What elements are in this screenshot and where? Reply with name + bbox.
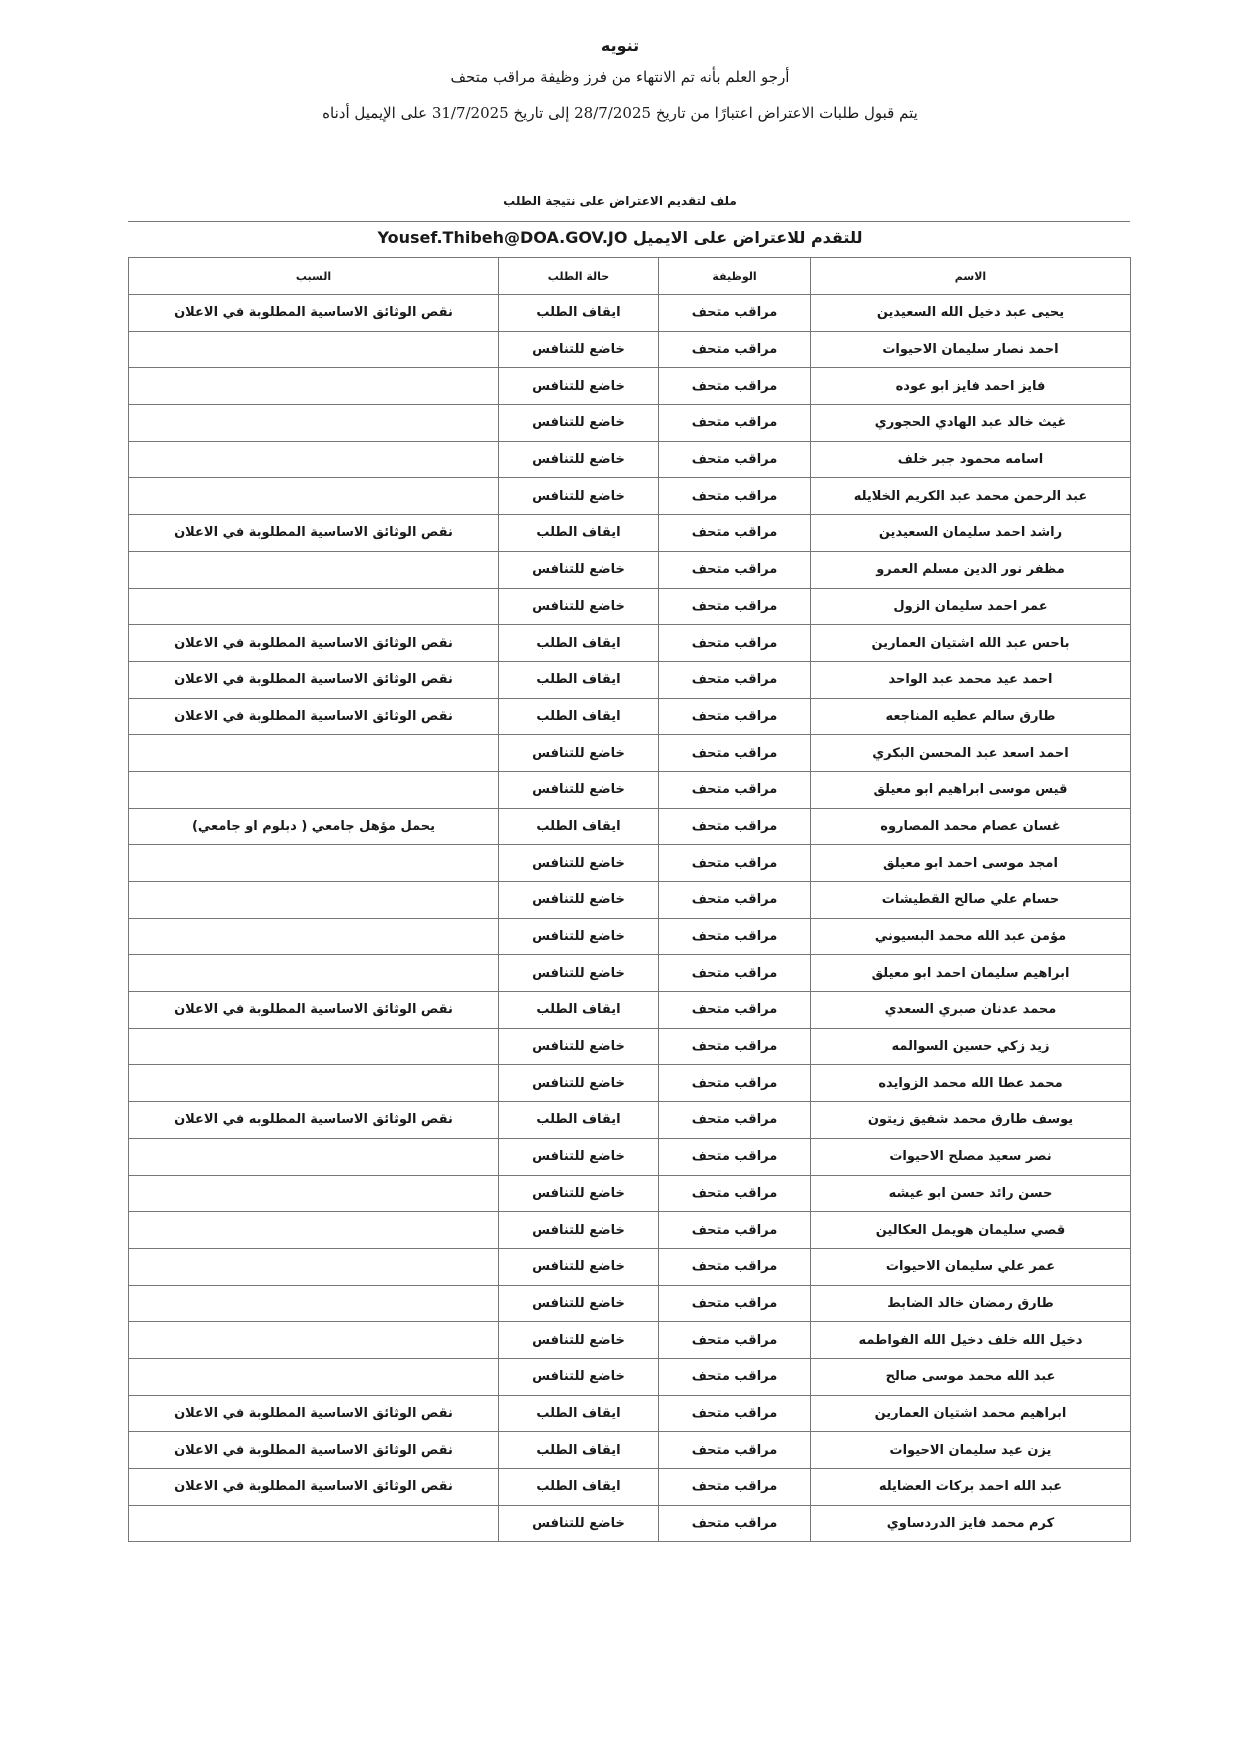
table-row xyxy=(129,405,1131,442)
cell-job: مراقب متحف xyxy=(659,588,811,625)
cell-reason xyxy=(129,1358,499,1395)
table-row xyxy=(129,1028,1131,1065)
cell-name: يزن عيد سليمان الاحيوات xyxy=(811,1432,1131,1469)
cell-status: خاضع للتنافس xyxy=(499,441,659,478)
cell-name: عبد الله احمد بركات العضايله xyxy=(811,1469,1131,1506)
cell-job: مراقب متحف xyxy=(659,698,811,735)
notice-title: تنويه xyxy=(600,36,640,55)
cell-job: مراقب متحف xyxy=(659,808,811,845)
cell-reason xyxy=(129,1065,499,1102)
cell-name: مظفر نور الدين مسلم العمرو xyxy=(811,551,1131,588)
table-row xyxy=(129,1432,1131,1469)
cell-name: قصي سليمان هويمل العكالين xyxy=(811,1212,1131,1249)
table-row xyxy=(129,441,1131,478)
cell-job: مراقب متحف xyxy=(659,368,811,405)
cell-job: مراقب متحف xyxy=(659,735,811,772)
cell-reason xyxy=(129,1028,499,1065)
cell-reason xyxy=(129,1248,499,1285)
cell-status: خاضع للتنافس xyxy=(499,1028,659,1065)
cell-job: مراقب متحف xyxy=(659,1028,811,1065)
cell-job: مراقب متحف xyxy=(659,1395,811,1432)
cell-name: عبد الله محمد موسى صالح xyxy=(811,1358,1131,1395)
cell-job: مراقب متحف xyxy=(659,1175,811,1212)
cell-reason xyxy=(129,478,499,515)
cell-reason xyxy=(129,882,499,919)
cell-name: احمد اسعد عبد المحسن البكري xyxy=(811,735,1131,772)
cell-status: ايقاف الطلب xyxy=(499,808,659,845)
cell-reason xyxy=(129,331,499,368)
cell-status: خاضع للتنافس xyxy=(499,845,659,882)
cell-name: فايز احمد فايز ابو عوده xyxy=(811,368,1131,405)
cell-job: مراقب متحف xyxy=(659,955,811,992)
cell-reason: نقص الوثائق الاساسية المطلوبة في الاعلان xyxy=(129,1469,499,1506)
cell-reason xyxy=(129,551,499,588)
table-row xyxy=(129,1102,1131,1139)
table-row xyxy=(129,331,1131,368)
cell-name: حسن رائد حسن ابو عيشه xyxy=(811,1175,1131,1212)
cell-status: ايقاف الطلب xyxy=(499,698,659,735)
table-row xyxy=(129,588,1131,625)
cell-reason xyxy=(129,405,499,442)
cell-name: دخيل الله خلف دخيل الله الفواطمه xyxy=(811,1322,1131,1359)
cell-name: نصر سعيد مصلح الاحيوات xyxy=(811,1138,1131,1175)
cell-status: ايقاف الطلب xyxy=(499,1469,659,1506)
cell-reason: نقص الوثائق الاساسية المطلوبة في الاعلان xyxy=(129,1432,499,1469)
cell-job: مراقب متحف xyxy=(659,845,811,882)
cell-reason: نقص الوثائق الاساسية المطلوبة في الاعلان xyxy=(129,661,499,698)
cell-name: مؤمن عبد الله محمد البسيوني xyxy=(811,918,1131,955)
table-row xyxy=(129,1065,1131,1102)
notice-line-1: أرجو العلم بأنه تم الانتهاء من فرز وظيفة مراقب متحف xyxy=(450,68,790,86)
cell-reason: نقص الوثائق الاساسية المطلوبة في الاعلان xyxy=(129,625,499,662)
table-row xyxy=(129,1469,1131,1506)
table-row xyxy=(129,771,1131,808)
cell-job: مراقب متحف xyxy=(659,515,811,552)
cell-job: مراقب متحف xyxy=(659,1469,811,1506)
cell-status: خاضع للتنافس xyxy=(499,1322,659,1359)
cell-reason xyxy=(129,588,499,625)
cell-name: احمد عيد محمد عبد الواحد xyxy=(811,661,1131,698)
cell-status: ايقاف الطلب xyxy=(499,515,659,552)
cell-status: خاضع للتنافس xyxy=(499,551,659,588)
table-row xyxy=(129,698,1131,735)
table-row xyxy=(129,808,1131,845)
results-table xyxy=(128,257,1131,1542)
cell-job: مراقب متحف xyxy=(659,1065,811,1102)
cell-status: خاضع للتنافس xyxy=(499,882,659,919)
cell-job: مراقب متحف xyxy=(659,478,811,515)
notice-line-2: يتم قبول طلبات الاعتراض اعتبارًا من تاريخ 28/7/2025 إلى تاريخ 31/7/2025 على الإيميل أدناه xyxy=(322,104,918,122)
header-reason: السبب xyxy=(129,258,499,295)
cell-job: مراقب متحف xyxy=(659,405,811,442)
cell-status: خاضع للتنافس xyxy=(499,1138,659,1175)
cell-name: كرم محمد فايز الدردساوي xyxy=(811,1505,1131,1542)
cell-reason xyxy=(129,955,499,992)
cell-name: احمد نصار سليمان الاحيوات xyxy=(811,331,1131,368)
cell-status: خاضع للتنافس xyxy=(499,1065,659,1102)
cell-job: مراقب متحف xyxy=(659,1248,811,1285)
header-job: الوظيفة xyxy=(659,258,811,295)
cell-job: مراقب متحف xyxy=(659,331,811,368)
table-row xyxy=(129,295,1131,332)
cell-name: زيد زكي حسين السوالمه xyxy=(811,1028,1131,1065)
table-row xyxy=(129,918,1131,955)
cell-name: قيس موسى ابراهيم ابو معيلق xyxy=(811,771,1131,808)
cell-job: مراقب متحف xyxy=(659,882,811,919)
cell-job: مراقب متحف xyxy=(659,1322,811,1359)
cell-name: امجد موسى احمد ابو معيلق xyxy=(811,845,1131,882)
table-row xyxy=(129,661,1131,698)
cell-job: مراقب متحف xyxy=(659,1138,811,1175)
cell-reason: نقص الوثائق الاساسية المطلوبة في الاعلان xyxy=(129,1395,499,1432)
cell-status: خاضع للتنافس xyxy=(499,918,659,955)
table-row xyxy=(129,1505,1131,1542)
cell-job: مراقب متحف xyxy=(659,661,811,698)
table-row xyxy=(129,1248,1131,1285)
cell-reason xyxy=(129,1285,499,1322)
cell-status: ايقاف الطلب xyxy=(499,625,659,662)
table-row xyxy=(129,1138,1131,1175)
cell-reason: نقص الوثائق الاساسية المطلوبة في الاعلان xyxy=(129,992,499,1029)
table-row xyxy=(129,1285,1131,1322)
cell-reason xyxy=(129,1212,499,1249)
cell-status: خاضع للتنافس xyxy=(499,1175,659,1212)
cell-status: ايقاف الطلب xyxy=(499,1102,659,1139)
cell-name: ابراهيم محمد اشتيان العمارين xyxy=(811,1395,1131,1432)
table-row xyxy=(129,625,1131,662)
cell-status: ايقاف الطلب xyxy=(499,661,659,698)
cell-reason: نقص الوثائق الاساسية المطلوبة في الاعلان xyxy=(129,698,499,735)
cell-status: خاضع للتنافس xyxy=(499,1248,659,1285)
table-row xyxy=(129,845,1131,882)
table-row xyxy=(129,1395,1131,1432)
cell-name: عمر علي سليمان الاحيوات xyxy=(811,1248,1131,1285)
cell-job: مراقب متحف xyxy=(659,771,811,808)
cell-name: طارق سالم عطيه المناجعه xyxy=(811,698,1131,735)
header-name: الاسم xyxy=(811,258,1131,295)
cell-job: مراقب متحف xyxy=(659,441,811,478)
cell-reason xyxy=(129,1175,499,1212)
cell-job: مراقب متحف xyxy=(659,1358,811,1395)
cell-name: يوسف طارق محمد شفيق زيتون xyxy=(811,1102,1131,1139)
table-row xyxy=(129,735,1131,772)
table-row xyxy=(129,1175,1131,1212)
cell-name: غسان عصام محمد المصاروه xyxy=(811,808,1131,845)
cell-status: ايقاف الطلب xyxy=(499,992,659,1029)
cell-status: ايقاف الطلب xyxy=(499,295,659,332)
cell-status: خاضع للتنافس xyxy=(499,1358,659,1395)
table-row xyxy=(129,955,1131,992)
cell-name: اسامه محمود جبر خلف xyxy=(811,441,1131,478)
cell-reason: نقص الوثائق الاساسية المطلوبة في الاعلان xyxy=(129,295,499,332)
cell-status: خاضع للتنافس xyxy=(499,1212,659,1249)
cell-name: يحيى عبد دخيل الله السعيدين xyxy=(811,295,1131,332)
cell-name: طارق رمضان خالد الضابط xyxy=(811,1285,1131,1322)
cell-name: محمد عطا الله محمد الزوايده xyxy=(811,1065,1131,1102)
cell-name: محمد عدنان صبري السعدي xyxy=(811,992,1131,1029)
cell-status: خاضع للتنافس xyxy=(499,478,659,515)
cell-reason xyxy=(129,1322,499,1359)
caption-divider xyxy=(128,221,1130,222)
cell-status: خاضع للتنافس xyxy=(499,735,659,772)
cell-name: عبد الرحمن محمد عبد الكريم الخلايله xyxy=(811,478,1131,515)
cell-reason xyxy=(129,771,499,808)
cell-job: مراقب متحف xyxy=(659,1505,811,1542)
cell-job: مراقب متحف xyxy=(659,1102,811,1139)
header-status: حالة الطلب xyxy=(499,258,659,295)
table-row xyxy=(129,882,1131,919)
table-row xyxy=(129,478,1131,515)
cell-job: مراقب متحف xyxy=(659,918,811,955)
table-row xyxy=(129,1322,1131,1359)
cell-status: خاضع للتنافس xyxy=(499,368,659,405)
cell-job: مراقب متحف xyxy=(659,992,811,1029)
cell-status: خاضع للتنافس xyxy=(499,1505,659,1542)
cell-reason: نقص الوثائق الاساسية المطلوبة في الاعلان xyxy=(129,515,499,552)
cell-name: حسام علي صالح القطيشات xyxy=(811,882,1131,919)
cell-status: خاضع للتنافس xyxy=(499,588,659,625)
table-row xyxy=(129,368,1131,405)
cell-status: خاضع للتنافس xyxy=(499,1285,659,1322)
cell-reason xyxy=(129,735,499,772)
table-body xyxy=(129,295,1131,1542)
cell-reason xyxy=(129,441,499,478)
table-row xyxy=(129,551,1131,588)
cell-status: خاضع للتنافس xyxy=(499,405,659,442)
cell-reason: نقص الوثائق الاساسية المطلوبه في الاعلان xyxy=(129,1102,499,1139)
cell-name: غيث خالد عبد الهادي الحجوري xyxy=(811,405,1131,442)
cell-status: ايقاف الطلب xyxy=(499,1395,659,1432)
cell-job: مراقب متحف xyxy=(659,625,811,662)
cell-job: مراقب متحف xyxy=(659,551,811,588)
table-row xyxy=(129,992,1131,1029)
cell-name: باحس عبد الله اشتيان العمارين xyxy=(811,625,1131,662)
cell-status: خاضع للتنافس xyxy=(499,331,659,368)
cell-status: خاضع للتنافس xyxy=(499,955,659,992)
cell-job: مراقب متحف xyxy=(659,1212,811,1249)
cell-name: ابراهيم سليمان احمد ابو معيلق xyxy=(811,955,1131,992)
cell-name: عمر احمد سليمان الزول xyxy=(811,588,1131,625)
table-row xyxy=(129,515,1131,552)
file-caption: ملف لتقديم الاعتراض على نتيجة الطلب xyxy=(503,194,737,208)
cell-name: راشد احمد سليمان السعيدين xyxy=(811,515,1131,552)
table-header-row xyxy=(129,258,1131,295)
email-heading: للتقدم للاعتراض على الايميل Yousef.Thibeh@DOA.GOV.JO xyxy=(377,228,863,247)
table-row xyxy=(129,1358,1131,1395)
cell-job: مراقب متحف xyxy=(659,1285,811,1322)
cell-job: مراقب متحف xyxy=(659,1432,811,1469)
cell-reason: يحمل مؤهل جامعي ( دبلوم او جامعي) xyxy=(129,808,499,845)
cell-job: مراقب متحف xyxy=(659,295,811,332)
cell-status: خاضع للتنافس xyxy=(499,771,659,808)
cell-reason xyxy=(129,1505,499,1542)
cell-reason xyxy=(129,368,499,405)
table-row xyxy=(129,1212,1131,1249)
cell-reason xyxy=(129,845,499,882)
cell-status: ايقاف الطلب xyxy=(499,1432,659,1469)
cell-reason xyxy=(129,918,499,955)
cell-reason xyxy=(129,1138,499,1175)
